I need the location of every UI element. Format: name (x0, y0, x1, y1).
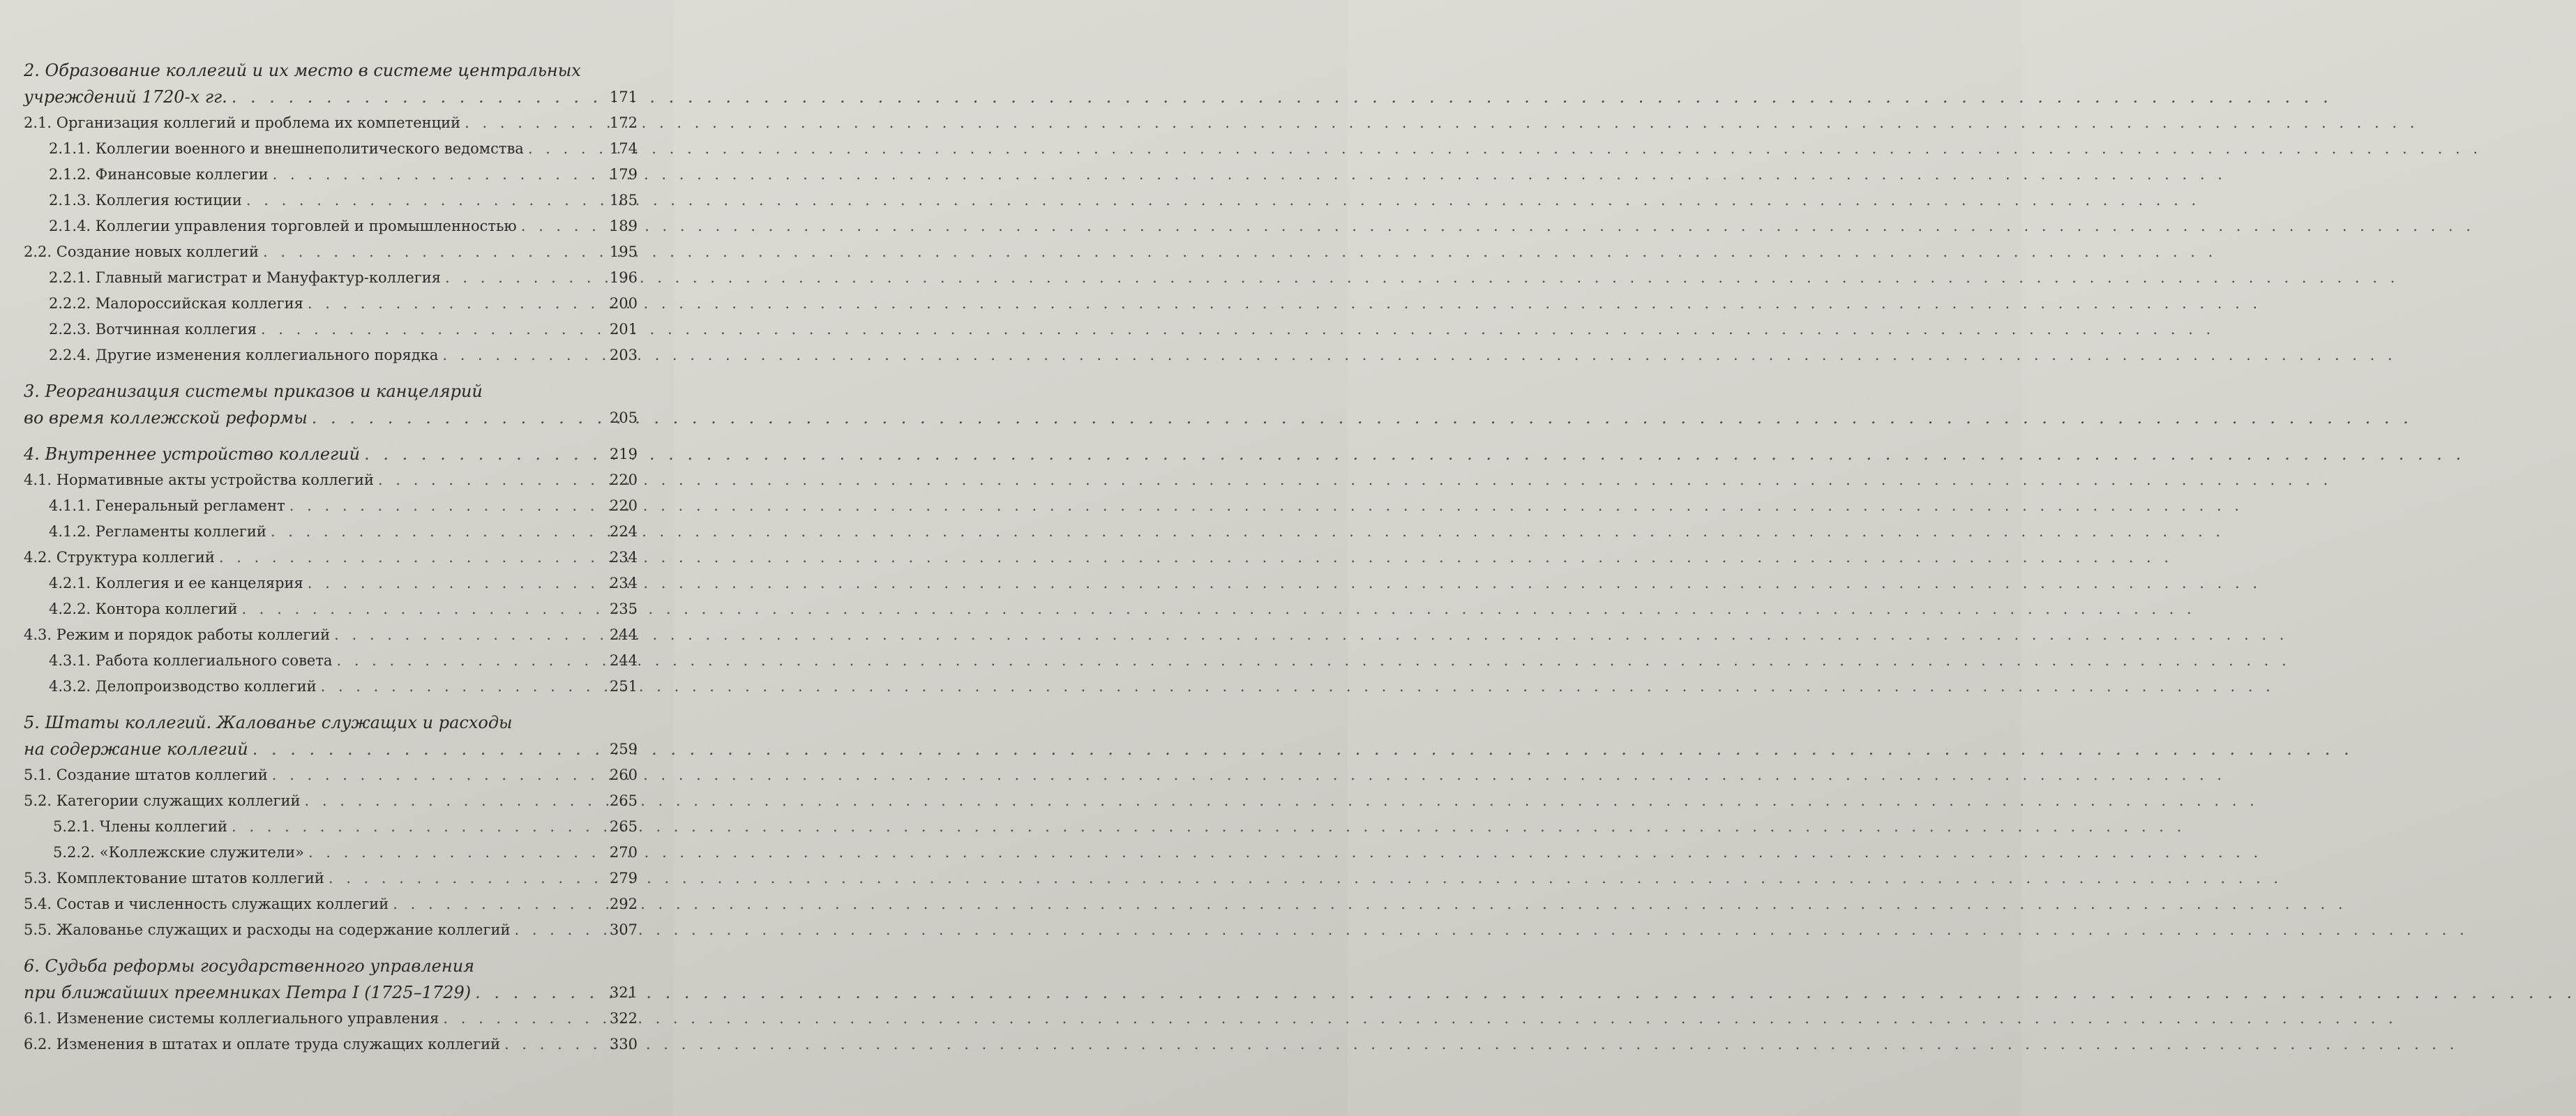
dot-leader (378, 467, 598, 493)
toc-entry[interactable] (24, 265, 638, 291)
page-number: 219 (609, 446, 638, 462)
dot-leader (263, 239, 598, 265)
page-number: 195 (609, 243, 638, 260)
entry-label: 2.2. Создание новых коллегий (24, 243, 259, 260)
dot-leader (445, 265, 598, 291)
chapter-3 (24, 378, 638, 431)
entry-label: 2.1.4. Коллегии управления торговлей и промышленностью (49, 218, 517, 234)
page-number: 200 (609, 295, 638, 312)
toc-entry[interactable] (24, 571, 638, 596)
toc-entry[interactable] (24, 762, 638, 788)
page-number: 185 (609, 192, 638, 209)
dot-leader (253, 736, 598, 762)
entry-label: 4.2.1. Коллегия и ее канцелярия (49, 575, 303, 591)
page-number: 259 (609, 741, 638, 757)
entry-label: 5.5. Жалованье служащих и расходы на содержание коллегий (24, 921, 511, 938)
page-number: 279 (609, 870, 638, 887)
dot-leader (393, 891, 598, 917)
page-number: 321 (609, 984, 638, 1001)
page-number: 292 (609, 896, 638, 912)
toc-entry[interactable] (24, 162, 638, 188)
page-number: 251 (609, 678, 638, 695)
toc-entry[interactable] (24, 213, 638, 239)
page-number: 220 (609, 472, 638, 488)
dot-leader (334, 622, 598, 648)
chapter-title-line: 3. Реорганизация системы приказов и канцелярий (24, 382, 483, 401)
dot-leader (514, 917, 598, 943)
entry-label: 4.1.2. Регламенты коллегий (49, 523, 266, 540)
entry-label: 4.2.2. Контора коллегий (49, 601, 238, 617)
entry-label: 6.1. Изменение системы коллегиального управления (24, 1010, 439, 1027)
dot-leader (308, 840, 598, 866)
toc-entry[interactable] (24, 866, 638, 891)
toc-entry[interactable] (24, 519, 638, 545)
dot-leader (475, 979, 598, 1006)
page-number: 189 (609, 218, 638, 234)
toc-entry[interactable] (24, 674, 638, 700)
toc-entry[interactable] (24, 239, 638, 265)
chapter-6 (24, 953, 638, 1006)
dot-leader (271, 519, 598, 545)
entry-label: 2.1.2. Финансовые коллегии (49, 166, 269, 183)
dot-leader (329, 866, 598, 891)
dot-leader (521, 213, 598, 239)
page-number: 234 (609, 575, 638, 591)
entry-label: 2.1.1. Коллегии военного и внешнеполитического ведомства (49, 140, 524, 157)
dot-leader (272, 762, 598, 788)
dot-leader (241, 596, 598, 622)
toc-entry[interactable] (24, 840, 638, 866)
entry-label: 4.1. Нормативные акты устройства коллегий (24, 472, 374, 488)
page-number: 265 (609, 818, 638, 835)
page-number: 244 (609, 626, 638, 643)
entry-label: 5.2.1. Члены коллегий (53, 818, 228, 835)
chapter-title-line: 6. Судьба реформы государственного управления (24, 956, 475, 976)
chapter-title-entry[interactable] (24, 441, 638, 467)
page-number: 322 (609, 1010, 638, 1027)
page-number: 330 (609, 1036, 638, 1053)
page-number: 196 (609, 269, 638, 286)
entry-label: 4.1.1. Генеральный регламент (49, 497, 285, 514)
chapter-4 (24, 441, 638, 467)
entry-label: 5.1. Создание штатов коллегий (24, 767, 268, 783)
toc-entry[interactable] (24, 622, 638, 648)
toc-entry[interactable] (24, 136, 638, 162)
chapter-title-entry[interactable] (24, 405, 638, 431)
page-number: 201 (609, 321, 638, 338)
toc-entry[interactable] (24, 1006, 638, 1032)
dot-leader (364, 441, 598, 467)
dot-leader (308, 291, 598, 317)
chapter-title-line: учреждений 1720-х гг. (24, 87, 227, 107)
dot-leader (273, 162, 598, 188)
page-number: 265 (609, 792, 638, 809)
dot-leader (232, 814, 598, 840)
dot-leader (232, 84, 598, 110)
toc-entry[interactable] (24, 648, 638, 674)
page-number: 260 (609, 767, 638, 783)
entry-label: 2.2.1. Главный магистрат и Мануфактур-коллегия (49, 269, 442, 286)
toc-entry[interactable] (24, 493, 638, 519)
dot-leader (261, 317, 598, 342)
chapter-title-entry[interactable] (24, 736, 638, 762)
dot-leader (312, 405, 598, 431)
chapter-2 (24, 57, 638, 110)
entry-label: 4.3.1. Работа коллегиального совета (49, 652, 333, 669)
dot-leader (305, 788, 598, 814)
toc-entry[interactable] (24, 596, 638, 622)
toc-entry[interactable] (24, 291, 638, 317)
entry-label: 2.1. Организация коллегий и проблема их компетенций (24, 114, 461, 131)
table-of-contents (24, 57, 638, 1057)
toc-entry[interactable] (24, 917, 638, 943)
entry-label: 4.2. Структура коллегий (24, 549, 215, 566)
toc-entry[interactable] (24, 342, 638, 368)
dot-leader (528, 136, 598, 162)
dot-leader (443, 1006, 598, 1032)
entry-label: 4.3. Режим и порядок работы коллегий (24, 626, 331, 643)
toc-entry[interactable] (24, 814, 638, 840)
toc-entry[interactable] (24, 467, 638, 493)
page-number: 220 (609, 497, 638, 514)
page-number: 174 (609, 140, 638, 157)
chapter-title-line: 2. Образование коллегий и их место в системе центральных (24, 61, 581, 80)
page-number: 179 (609, 166, 638, 183)
chapter-5 (24, 709, 638, 762)
toc-entry[interactable] (24, 317, 638, 342)
dot-leader (289, 493, 598, 519)
dot-leader (308, 571, 598, 596)
entry-label: 5.2.2. «Коллежские служители» (53, 844, 304, 861)
page-number: 307 (609, 921, 638, 938)
chapter-title-line: на содержание коллегий (24, 739, 248, 759)
toc-entry[interactable] (24, 188, 638, 213)
page-number: 235 (609, 601, 638, 617)
dot-leader (465, 110, 598, 136)
chapter-title-line: при ближайших преемниках Петра I (1725–1729) (24, 983, 472, 1002)
toc-entry[interactable] (24, 545, 638, 571)
entry-label: 6.2. Изменения в штатах и оплате труда служащих коллегий (24, 1036, 501, 1053)
entry-label: 4.3.2. Делопроизводство коллегий (49, 678, 317, 695)
chapter-title-line: 5. Штаты коллегий. Жалованье служащих и расходы (24, 713, 513, 732)
entry-label: 2.1.3. Коллегия юстиции (49, 192, 242, 209)
page-number: 224 (609, 523, 638, 540)
entry-label: 5.2. Категории служащих коллегий (24, 792, 301, 809)
entry-label: 2.2.4. Другие изменения коллегиального порядка (49, 347, 439, 363)
page-number: 234 (609, 549, 638, 566)
dot-leader (336, 648, 598, 674)
page-number: 203 (609, 347, 638, 363)
entry-label: 5.3. Комплектование штатов коллегий (24, 870, 324, 887)
toc-entry[interactable] (24, 891, 638, 917)
dot-leader (321, 674, 598, 700)
dot-leader (219, 545, 598, 571)
entry-label: 5.4. Состав и численность служащих коллегий (24, 896, 389, 912)
toc-entry[interactable] (24, 1032, 638, 1057)
page-number: 172 (609, 114, 638, 131)
chapter-title-line: 4. Внутреннее устройство коллегий (24, 444, 361, 464)
chapter-title-line: во время коллежской реформы (24, 408, 308, 428)
page-number: 171 (609, 89, 638, 105)
dot-leader (442, 342, 598, 368)
page-number: 270 (609, 844, 638, 861)
toc-entry[interactable] (24, 110, 638, 136)
entry-label: 2.2.2. Малороссийская коллегия (49, 295, 303, 312)
dot-leader (504, 1032, 598, 1057)
toc-entry[interactable] (24, 788, 638, 814)
dot-leader (246, 188, 598, 213)
page-number: 205 (609, 409, 638, 426)
chapter-title-entry[interactable] (24, 84, 638, 110)
chapter-title-entry[interactable] (24, 979, 638, 1006)
page-number: 244 (609, 652, 638, 669)
entry-label: 2.2.3. Вотчинная коллегия (49, 321, 257, 338)
